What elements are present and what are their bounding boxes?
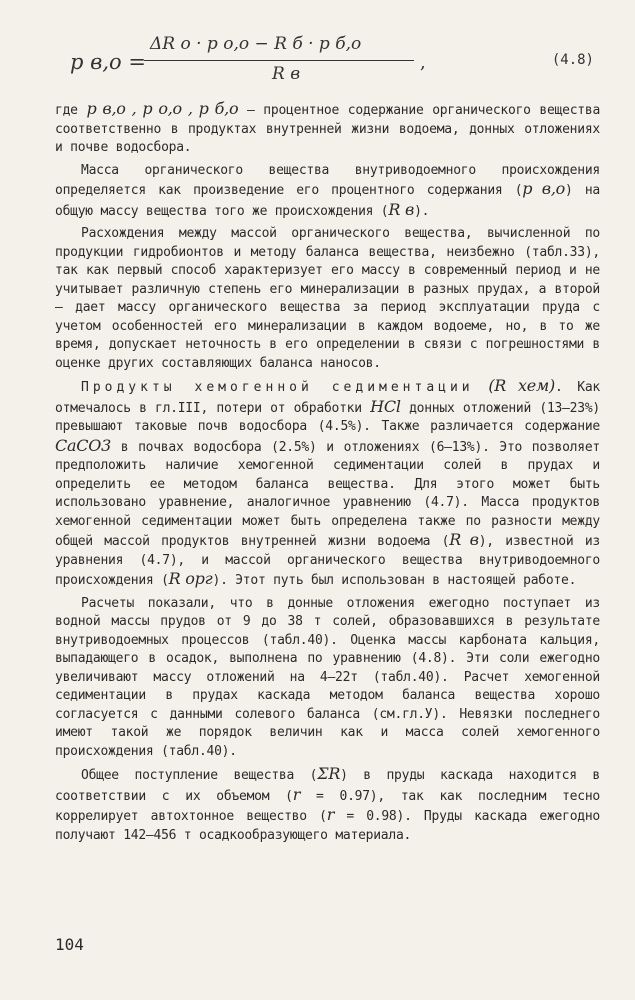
paragraph-calculations: Расчеты показали, что в донные отложения ежегодно поступает из водной массы прудов от 9 до 38 т солей, образовавшихся в результате внутриводоемных процессов (табл.40). Оценка массы карбоната кальция, выпадающего в осадок, выполнена по уравнению (4.8). Эти соли ежегодно увеличивают массу отложений на 4–22т (табл.40). Расчет хемогенной седиментации в прудах каскада методом баланса вещества хорошо согласуется с данными солевого баланса (см.гл.У). Невязки последнего имеют такой же порядок величин как и масса солей хемогенного происхождения (табл.40).	[55, 595, 600, 759]
symbols-inline: p в,о , p о,о , p б,о	[86, 99, 239, 118]
paragraph-discrepancies: Расхождения между массой органического вещества, вычисленной по продукции гидробионтов и методу баланса вещества, неизбежно (табл.33), так как первый способ характеризует его массу в современный период и не учитывает различную степень его минерализации в разных прудах, а второй – дает массу органического вещества за период эксплуатации пруда с учетом особенностей его минерализации в каждом водоеме, но, в то же время, допускает неточность в его определении в связи с погрешностями в оценке других составляющих баланса наносов.	[55, 226, 600, 371]
formula-numerator: ΔR о · p о,о − R б · p б,о	[150, 34, 362, 54]
section-heading: Продукты хемогенной седиментации	[81, 380, 474, 395]
fraction-bar	[144, 60, 414, 61]
paragraph-organic-mass: Масса органического вещества внутриводоемного происхождения определяется как произведение его процентного содержания (p в,о) на общую массу вещества того же происхождения (R в).	[55, 162, 600, 219]
formula-lhs: p в,о =	[70, 50, 146, 74]
page-number: 104	[55, 935, 84, 954]
formula-4-8	[70, 30, 600, 90]
paragraph-definitions: где p в,о , p о,о , p б,о – процентное содержание органического вещества соответственно в продуктах внутренней жизни водоема, донных отложениях и почве водосбора.	[55, 99, 601, 155]
formula-denominator: R в	[272, 64, 301, 84]
paragraph-total-input: Общее поступление вещества (ΣR) в пруды каскада находится в соответствии с их объемом (r = 0.97), так как последним тесно коррелирует автохтонное вещество (r = 0.98). Пруды каскада ежегодно получают 142–456 т осадкообразующего материала.	[55, 764, 601, 843]
paragraph-chemogenic: Продукты хемогенной седиментации (R хем). Как отмечалось в гл.III, потери от обработки HCl донных отложений (13–23%) превышают таковые почв водосбора (4.5%). Также различается содержание CaCO3 в почвах водосбора (2.5%) и отложениях (6–13%). Это позволяет предположить наличие хемогенной седиментации солей в прудах и определить ее методом баланса вещества. Для этого может быть использовано уравнение, аналогичное уравнению (4.7). Масса продуктов хемогенной седиментации может быть определена также по разности между общей массой продуктов внутренней жизни водоема (R в), известной из уравнения (4.7), и массой органического вещества внутриводоемного происхождения (R орг). Этот путь был использован в настоящей работе.	[55, 376, 601, 588]
formula-comma: ,	[420, 52, 426, 73]
equation-number: (4.8)	[551, 52, 594, 68]
body-text	[55, 100, 600, 849]
